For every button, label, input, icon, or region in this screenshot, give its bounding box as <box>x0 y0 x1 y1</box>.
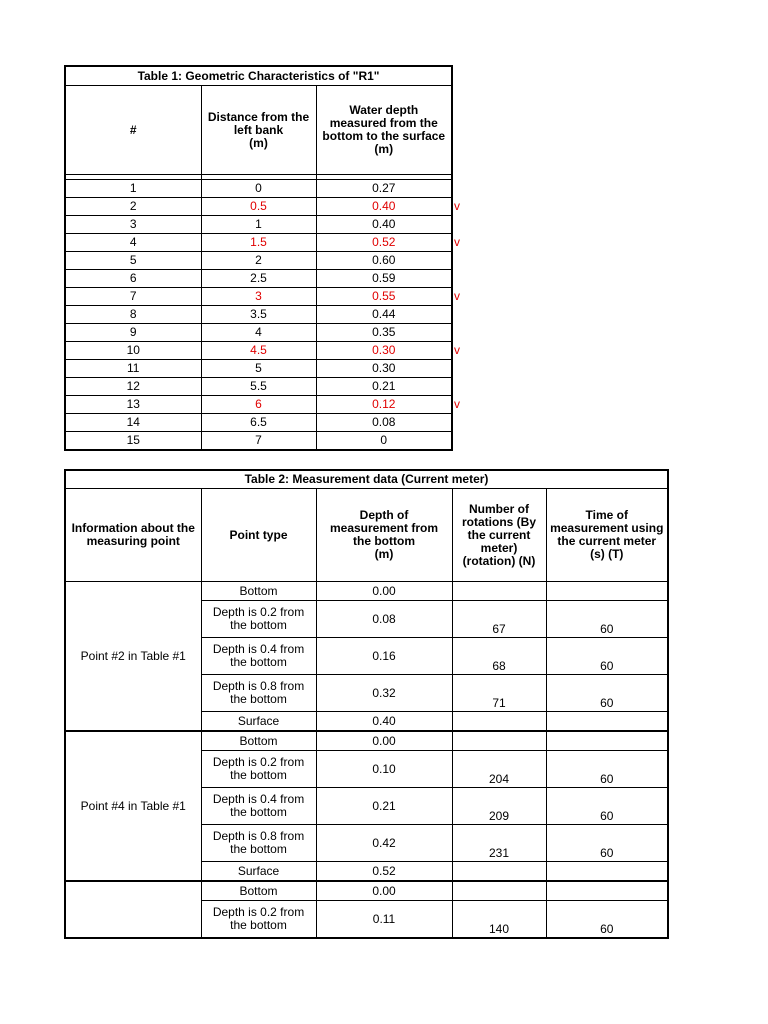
time-cell: 60 <box>546 601 668 638</box>
header-point-info-line: Information about the <box>71 521 195 535</box>
current-meter-measurement-table <box>64 469 669 939</box>
point-type-cell: Depth is 0.4 from the bottom <box>201 788 316 825</box>
distance-cell: 6 <box>201 396 316 414</box>
measure-depth-cell: 0.40 <box>316 712 452 732</box>
verification-mark: v <box>454 235 460 249</box>
header-rotations-line: Number of <box>469 501 529 516</box>
rotations-cell: 209 <box>452 788 546 825</box>
row-number: 9 <box>65 324 201 342</box>
header-measure-depth-line: measurement from <box>329 521 439 535</box>
point-type-cell: Depth is 0.8 from the bottom <box>201 675 316 712</box>
row-number: 11 <box>65 360 201 378</box>
measure-depth-cell: 0.11 <box>316 901 452 939</box>
measure-depth-cell: 0.42 <box>316 825 452 862</box>
table-row <box>65 342 452 360</box>
table2-title-row <box>65 470 668 489</box>
row-number: 10 <box>65 342 201 360</box>
measurement-row <box>65 582 668 601</box>
distance-cell: 5.5 <box>201 378 316 396</box>
distance-cell: 7 <box>201 432 316 451</box>
measure-depth-cell: 0.08 <box>316 601 452 638</box>
distance-cell: 3 <box>201 288 316 306</box>
point-type-cell: Bottom <box>201 731 316 751</box>
depth-cell: 0.40 <box>316 216 452 234</box>
measure-depth-cell: 0.00 <box>316 731 452 751</box>
table-row <box>65 288 452 306</box>
header-point-type <box>201 489 316 582</box>
header-rotations <box>452 489 546 582</box>
row-number: 8 <box>65 306 201 324</box>
header-water-depth-line: measured from the <box>329 116 438 130</box>
row-number: 15 <box>65 432 201 451</box>
header-time <box>546 489 668 582</box>
table2-header-row <box>65 489 668 582</box>
header-measure-depth <box>316 489 452 582</box>
distance-cell: 0 <box>201 180 316 198</box>
time-cell: 60 <box>546 751 668 788</box>
depth-cell: 0.55 <box>316 288 452 306</box>
time-cell <box>546 582 668 601</box>
table-row <box>65 396 452 414</box>
verification-mark: v <box>454 199 460 213</box>
distance-cell: 3.5 <box>201 306 316 324</box>
header-rotations-line: meter) <box>480 540 518 555</box>
point-type-cell: Bottom <box>201 582 316 601</box>
verification-mark: v <box>454 397 460 411</box>
depth-cell: 0.35 <box>316 324 452 342</box>
table-row <box>65 198 452 216</box>
header-number-line: # <box>129 122 137 137</box>
table-row <box>65 216 452 234</box>
header-measure-depth-line: (m) <box>374 547 394 561</box>
distance-cell: 2 <box>201 252 316 270</box>
rotations-cell: 71 <box>452 675 546 712</box>
point-type-cell: Depth is 0.2 from the bottom <box>201 751 316 788</box>
geometric-characteristics-table <box>64 65 453 451</box>
table-row <box>65 180 452 198</box>
rotations-cell <box>452 881 546 901</box>
rotations-cell: 204 <box>452 751 546 788</box>
header-point-info <box>65 489 201 582</box>
table2-title: Table 2: Measurement data (Current meter) <box>65 470 668 489</box>
header-point-type-line: Point type <box>229 527 288 542</box>
table1-header-row <box>65 86 452 175</box>
depth-cell: 0.21 <box>316 378 452 396</box>
measure-depth-cell: 0.00 <box>316 582 452 601</box>
header-water-depth-line: bottom to the surface <box>322 129 446 143</box>
row-number: 6 <box>65 270 201 288</box>
table-row <box>65 414 452 432</box>
time-cell: 60 <box>546 788 668 825</box>
measure-depth-cell: 0.10 <box>316 751 452 788</box>
time-cell: 60 <box>546 825 668 862</box>
row-number: 3 <box>65 216 201 234</box>
table-row <box>65 252 452 270</box>
measure-depth-cell: 0.00 <box>316 881 452 901</box>
time-cell <box>546 731 668 751</box>
time-cell: 60 <box>546 638 668 675</box>
row-number: 5 <box>65 252 201 270</box>
rotations-cell <box>452 582 546 601</box>
depth-cell: 0.44 <box>316 306 452 324</box>
measuring-point-label <box>65 881 201 938</box>
depth-cell: 0.52 <box>316 234 452 252</box>
header-rotations-line: rotations (By <box>461 514 536 529</box>
row-number: 2 <box>65 198 201 216</box>
depth-cell: 0.59 <box>316 270 452 288</box>
header-measure-depth-line: the bottom <box>353 534 415 548</box>
header-time-line: the current meter <box>557 534 657 548</box>
time-cell <box>546 712 668 732</box>
rotations-cell <box>452 731 546 751</box>
header-point-info-line: measuring point <box>86 534 180 548</box>
measuring-point-label: Point #4 in Table #1 <box>65 731 201 881</box>
header-distance <box>201 86 316 175</box>
depth-cell: 0.60 <box>316 252 452 270</box>
rotations-cell: 231 <box>452 825 546 862</box>
table-row <box>65 378 452 396</box>
distance-cell: 1 <box>201 216 316 234</box>
rotations-cell: 140 <box>452 901 546 939</box>
header-measure-depth-line: Depth of <box>359 508 409 522</box>
verification-mark: v <box>454 343 460 357</box>
distance-cell: 4 <box>201 324 316 342</box>
distance-cell: 0.5 <box>201 198 316 216</box>
rotations-cell: 67 <box>452 601 546 638</box>
point-type-cell: Depth is 0.2 from the bottom <box>201 901 316 939</box>
header-number <box>65 86 201 175</box>
header-rotations-line: the current <box>467 527 531 542</box>
measure-depth-cell: 0.21 <box>316 788 452 825</box>
measure-depth-cell: 0.52 <box>316 862 452 882</box>
depth-cell: 0 <box>316 432 452 451</box>
row-number: 1 <box>65 180 201 198</box>
depth-cell: 0.40 <box>316 198 452 216</box>
measurement-row <box>65 881 668 901</box>
table-row <box>65 234 452 252</box>
table-row <box>65 306 452 324</box>
point-type-cell: Depth is 0.8 from the bottom <box>201 825 316 862</box>
point-type-cell: Surface <box>201 712 316 732</box>
measuring-point-label: Point #2 in Table #1 <box>65 582 201 732</box>
depth-cell: 0.30 <box>316 342 452 360</box>
header-water-depth-line: Water depth <box>349 103 419 117</box>
point-type-cell: Depth is 0.2 from the bottom <box>201 601 316 638</box>
table1-title: Table 1: Geometric Characteristics of "R1" <box>65 66 452 86</box>
header-water-depth <box>316 86 452 175</box>
point-type-cell: Depth is 0.4 from the bottom <box>201 638 316 675</box>
point-type-cell: Bottom <box>201 881 316 901</box>
rotations-cell <box>452 862 546 882</box>
distance-cell: 2.5 <box>201 270 316 288</box>
row-number: 4 <box>65 234 201 252</box>
table-row <box>65 360 452 378</box>
header-time-line: Time of <box>585 508 628 522</box>
measure-depth-cell: 0.16 <box>316 638 452 675</box>
distance-cell: 4.5 <box>201 342 316 360</box>
time-cell <box>546 881 668 901</box>
distance-cell: 6.5 <box>201 414 316 432</box>
measure-depth-cell: 0.32 <box>316 675 452 712</box>
depth-cell: 0.12 <box>316 396 452 414</box>
time-cell: 60 <box>546 901 668 939</box>
header-distance-line: left bank <box>233 122 284 137</box>
verification-mark: v <box>454 289 460 303</box>
header-water-depth-line: (m) <box>374 142 394 156</box>
header-time-line: measurement using <box>550 521 664 535</box>
depth-cell: 0.08 <box>316 414 452 432</box>
distance-cell: 1.5 <box>201 234 316 252</box>
row-number: 13 <box>65 396 201 414</box>
header-distance-line: Distance from the <box>207 109 310 124</box>
point-type-cell: Surface <box>201 862 316 882</box>
rotations-cell <box>452 712 546 732</box>
table-row <box>65 324 452 342</box>
rotations-cell: 68 <box>452 638 546 675</box>
header-distance-line: (m) <box>249 135 268 150</box>
depth-cell: 0.30 <box>316 360 452 378</box>
table1-title-row <box>65 66 452 86</box>
measurement-row <box>65 731 668 751</box>
time-cell: 60 <box>546 675 668 712</box>
row-number: 14 <box>65 414 201 432</box>
header-rotations-line: (rotation) (N) <box>462 553 536 568</box>
distance-cell: 5 <box>201 360 316 378</box>
table-row <box>65 432 452 451</box>
depth-cell: 0.27 <box>316 180 452 198</box>
row-number: 7 <box>65 288 201 306</box>
header-time-line: (s) (T) <box>590 547 624 561</box>
table-row <box>65 270 452 288</box>
row-number: 12 <box>65 378 201 396</box>
time-cell <box>546 862 668 882</box>
